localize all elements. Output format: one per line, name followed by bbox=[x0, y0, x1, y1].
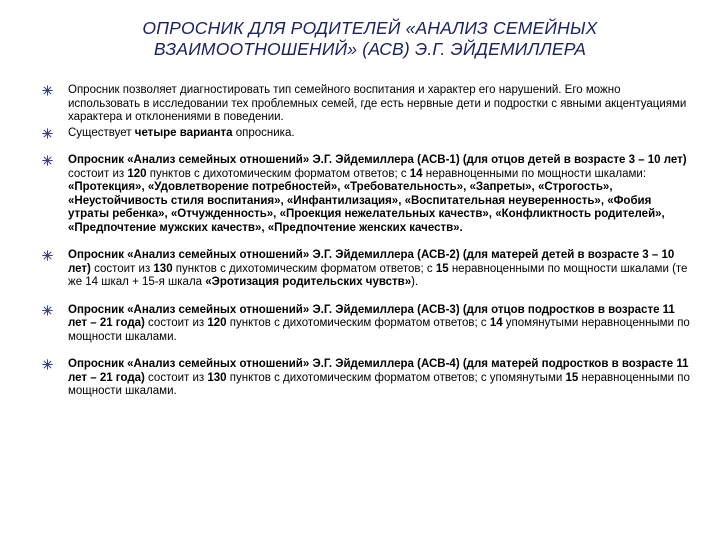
asv3-text: состоит из bbox=[144, 317, 208, 329]
asv4-text-3: неравноценными по мощности шкалами. bbox=[68, 371, 690, 397]
variants-text-end: опросника. bbox=[232, 126, 295, 139]
asv2-text-3: неравноценными по мощности шкалами (те же 14 шкал + 15-я шкала bbox=[68, 262, 688, 288]
asv1-title: Опросник «Анализ семейных отношений» Э.Г. Эйдемиллера (АСВ-1) (для отцов детей в возрасте 3 – 10 лет) bbox=[68, 154, 687, 166]
asv4-item-count: 130 bbox=[207, 371, 227, 384]
asv1-scale-count: 14 bbox=[409, 167, 423, 180]
list-item-intro bbox=[42, 84, 692, 125]
asv3-group bbox=[42, 304, 692, 345]
asv2-title: Опросник «Анализ семейных отношений» Э.Г. Эйдемиллера (АСВ-2) (для матерей детей в возрасте 3 – 10 лет) bbox=[68, 249, 675, 275]
asv1-item-count: 120 bbox=[127, 167, 147, 180]
asv2-text: состоит из bbox=[90, 262, 154, 275]
asv3-title: Опросник «Анализ семейных отношений» Э.Г. Эйдемиллера (АСВ-3) (для отцов подростков в возрасте 11 лет – 21 года) bbox=[68, 303, 675, 329]
asv2-text-4: ). bbox=[411, 276, 419, 288]
variants-text: Существует bbox=[68, 126, 135, 139]
list-item-asv3 bbox=[42, 304, 692, 345]
list-item-asv1 bbox=[42, 154, 692, 235]
variants-count: четыре варианта bbox=[134, 126, 233, 139]
title-line-1: ОПРОСНИК ДЛЯ РОДИТЕЛЕЙ «АНАЛИЗ СЕМЕЙНЫХ bbox=[142, 18, 598, 38]
asv3-item-count: 120 bbox=[207, 317, 227, 329]
asv1-group bbox=[42, 154, 692, 235]
asv1-text: состоит из bbox=[68, 167, 128, 180]
star-bullet-icon bbox=[42, 155, 53, 166]
star-bullet-icon bbox=[42, 85, 53, 96]
star-bullet-icon bbox=[42, 128, 53, 139]
asv1-text-3: неравноценными по мощности шкалами: bbox=[422, 167, 647, 180]
list-item-asv2 bbox=[42, 249, 692, 290]
asv4-group bbox=[42, 358, 692, 399]
page-title bbox=[70, 18, 670, 60]
asv2-scale-count: 15 bbox=[435, 262, 449, 275]
list-item-asv4 bbox=[42, 358, 692, 399]
star-bullet-icon bbox=[42, 305, 53, 316]
star-bullet-icon bbox=[42, 250, 53, 261]
list-item-variants bbox=[42, 127, 692, 141]
star-bullet-icon bbox=[42, 359, 53, 370]
asv1-scales: «Протекция», «Удовлетворение потребностей», «Требовательность», «Запреты», «Строгость», «Неустойчивость стиля воспитания», «Инфантилизация», «Воспитательная неуверенность», «Фобия утраты ребенка», «Отчужденность», «Проекция нежелательных качеств», «Конфликтность родителей», «Предпочтение мужских качеств», «Предпочтение женских качеств». bbox=[68, 181, 665, 234]
bullet-list bbox=[42, 84, 692, 413]
intro-group bbox=[42, 84, 692, 140]
asv4-scale-count: 15 bbox=[565, 371, 579, 384]
asv2-text-2: пунктов с дихотомическим форматом ответов; с bbox=[172, 262, 436, 275]
intro-text: Опросник позволяет диагностировать тип семейного воспитания и характер его нарушений. Его можно использовать в исследовании тех проблемных семей, где есть нервные дети и подростки с явными акцентуациями характера и отклонениями в поведении. bbox=[68, 84, 687, 123]
asv3-scale-count: 14 bbox=[489, 317, 503, 329]
asv4-text-2: пунктов с дихотомическим форматом ответов; с упомянутыми bbox=[226, 371, 566, 384]
asv2-item-count: 130 bbox=[153, 262, 173, 275]
asv4-title: Опросник «Анализ семейных отношений» Э.Г. Эйдемиллера (АСВ-4) (для матерей подростков в возрасте 11 лет – 21 года) bbox=[68, 358, 689, 384]
asv3-text-3: упомянутыми неравноценными по мощности шкалами. bbox=[68, 317, 690, 343]
asv1-text-2: пунктов с дихотомическим форматом ответов; с bbox=[146, 167, 410, 180]
asv3-text-2: пунктов с дихотомическим форматом ответов; с bbox=[226, 317, 490, 329]
asv4-text: состоит из bbox=[144, 371, 208, 384]
asv2-group bbox=[42, 249, 692, 290]
title-line-2: ВЗАИМООТНОШЕНИЙ» (АСВ) Э.Г. ЭЙДЕМИЛЛЕРА bbox=[153, 39, 587, 59]
asv2-extra-scale: «Эротизация родительских чувств» bbox=[205, 276, 412, 288]
